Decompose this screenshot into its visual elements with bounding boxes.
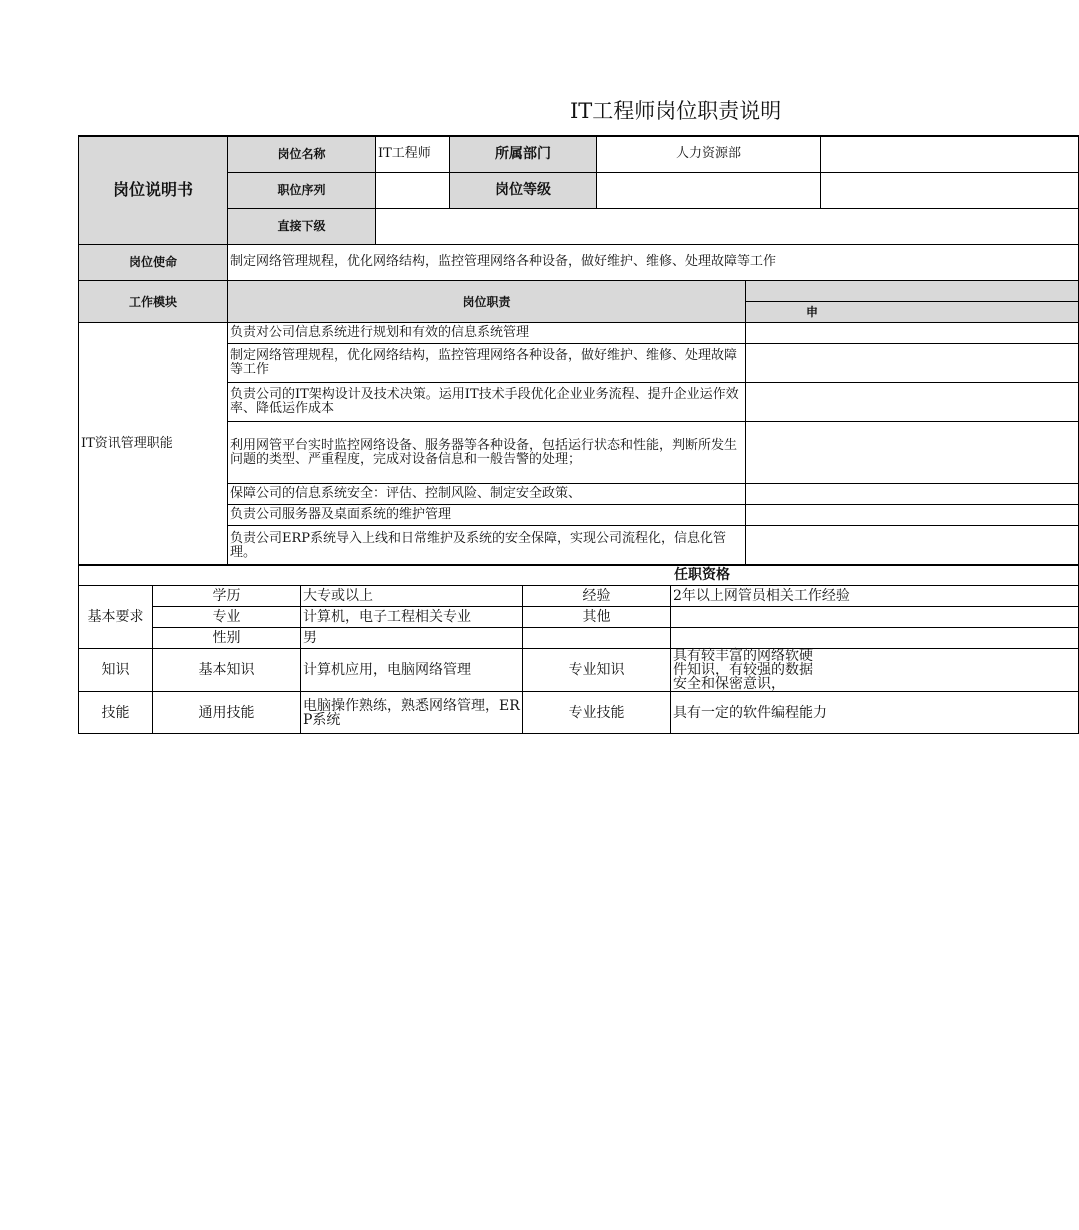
header-extra-cell[interactable] (821, 172, 1079, 208)
duty-header: 岗位职责 (228, 281, 746, 323)
module-header: 工作模块 (79, 281, 228, 323)
duty-item[interactable]: 保障公司的信息系统安全：评估、控制风险、制定安全政策、 (228, 484, 746, 505)
header-table (78, 135, 1079, 281)
department-label: 所属部门 (450, 136, 597, 172)
empty-cell[interactable] (671, 628, 1079, 649)
education-label: 学历 (153, 586, 301, 607)
other-value[interactable] (671, 607, 1079, 628)
module-name: IT资讯管理职能 (79, 323, 228, 566)
experience-label: 经验 (523, 586, 671, 607)
general-skill-value[interactable]: 电脑操作熟练，熟悉网络管理，ERP系统 (301, 692, 523, 734)
duty-extra-header (746, 281, 1079, 302)
position-name-label: 岗位名称 (228, 136, 376, 172)
doc-label: 岗位说明书 (79, 136, 228, 244)
header-extra-cell[interactable] (821, 136, 1079, 172)
duty-item[interactable]: 负责公司ERP系统导入上线和日常维护及系统的安全保障，实现公司流程化，信息化管理。 (228, 526, 746, 566)
level-label: 岗位等级 (450, 172, 597, 208)
experience-value[interactable]: 2年以上网管员相关工作经验 (671, 586, 1079, 607)
pro-skill-value[interactable]: 具有一定的软件编程能力 (671, 692, 1079, 734)
duty-extra-cell[interactable] (746, 323, 1079, 344)
education-value[interactable]: 大专或以上 (301, 586, 523, 607)
skill-label: 技能 (79, 692, 153, 734)
duties-table (78, 280, 1079, 566)
sequence-value[interactable] (376, 172, 450, 208)
major-value[interactable]: 计算机，电子工程相关专业 (301, 607, 523, 628)
subordinate-value[interactable] (376, 208, 1079, 244)
sequence-label: 职位序列 (228, 172, 376, 208)
gender-label: 性别 (153, 628, 301, 649)
basic-requirement-label: 基本要求 (79, 586, 153, 649)
duty-extra-cell[interactable] (746, 422, 1079, 484)
pro-knowledge-value[interactable]: 具有较丰富的网络软硬件知识，有较强的数据安全和保密意识， (671, 649, 1079, 692)
empty-cell[interactable] (523, 628, 671, 649)
knowledge-label: 知识 (79, 649, 153, 692)
mission-label: 岗位使命 (79, 244, 228, 280)
duty-item[interactable]: 负责对公司信息系统进行规划和有效的信息系统管理 (228, 323, 746, 344)
truncated-header: 申 (746, 302, 1079, 323)
duty-extra-cell[interactable] (746, 383, 1079, 422)
qualification-header: 任职资格 (79, 565, 1079, 586)
duty-item[interactable]: 负责公司服务器及桌面系统的维护管理 (228, 505, 746, 526)
job-description-sheet (78, 135, 850, 735)
mission-value[interactable]: 制定网络管理规程，优化网络结构，监控管理网络各种设备，做好维护、维修、处理故障等工作 (228, 244, 1079, 280)
level-value[interactable] (597, 172, 821, 208)
duty-extra-cell[interactable] (746, 344, 1079, 383)
basic-knowledge-value[interactable]: 计算机应用，电脑网络管理 (301, 649, 523, 692)
duty-item[interactable]: 制定网络管理规程，优化网络结构，监控管理网络各种设备，做好维护、维修、处理故障等工作 (228, 344, 746, 383)
gender-value[interactable]: 男 (301, 628, 523, 649)
position-name-value[interactable]: IT工程师 (376, 136, 450, 172)
subordinate-label: 直接下级 (228, 208, 376, 244)
major-label: 专业 (153, 607, 301, 628)
page-title: IT工程师岗位职责说明 (570, 99, 782, 123)
department-value[interactable]: 人力资源部 (597, 136, 821, 172)
pro-skill-label: 专业技能 (523, 692, 671, 734)
other-label: 其他 (523, 607, 671, 628)
general-skill-label: 通用技能 (153, 692, 301, 734)
basic-knowledge-label: 基本知识 (153, 649, 301, 692)
pro-knowledge-label: 专业知识 (523, 649, 671, 692)
qualification-table (78, 564, 1079, 734)
duty-item[interactable]: 利用网管平台实时监控网络设备、服务器等各种设备，包括运行状态和性能，判断所发生问题的类型、严重程度，完成对设备信息和一般告警的处理； (228, 422, 746, 484)
duty-extra-cell[interactable] (746, 505, 1079, 526)
duty-extra-cell[interactable] (746, 526, 1079, 566)
duty-extra-cell[interactable] (746, 484, 1079, 505)
duty-item[interactable]: 负责公司的IT架构设计及技术决策。运用IT技术手段优化企业业务流程、提升企业运作效率、降低运作成本 (228, 383, 746, 422)
